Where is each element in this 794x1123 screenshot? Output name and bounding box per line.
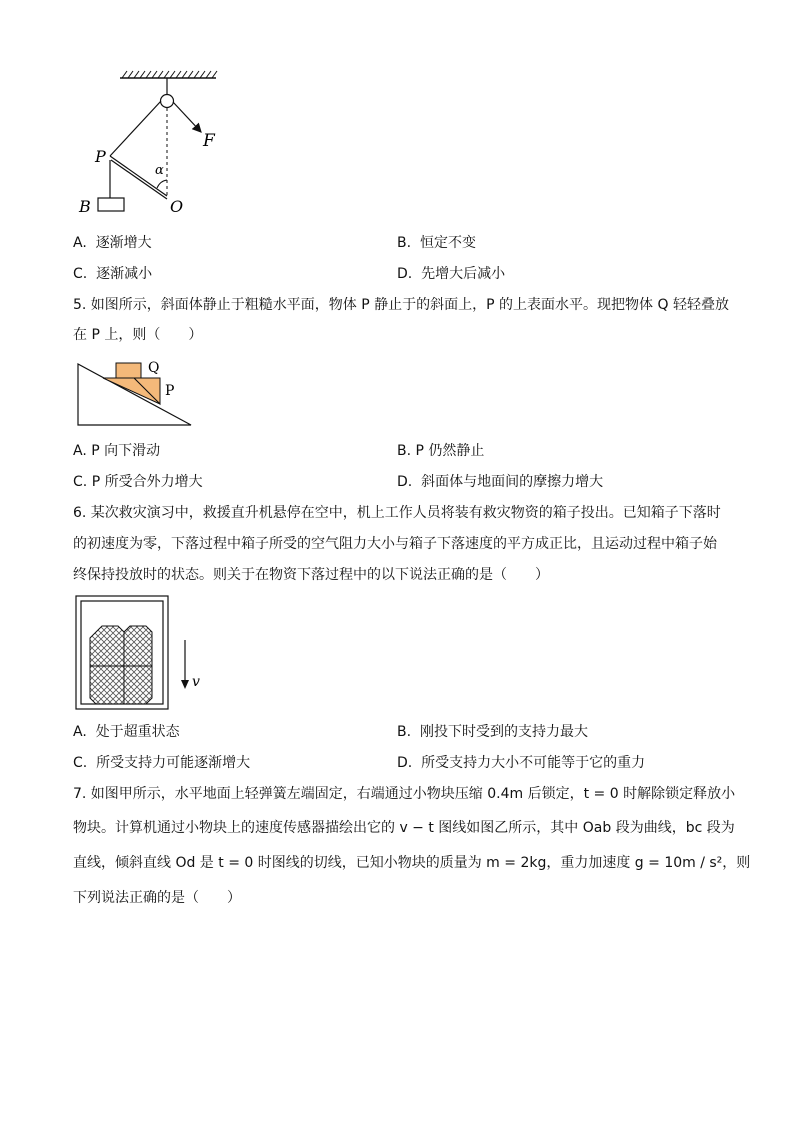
falling-box-figure: [74, 594, 214, 712]
q6-stem-line-3: 终保持投放时的状态。则关于在物资下落过程中的以下说法正确的是（ ）: [73, 567, 549, 583]
label-v: v: [192, 674, 200, 690]
q6-option-b: B. 刚投下时受到的支持力最大: [397, 724, 588, 740]
q5-stem-line-2: 在 P 上，则（ ）: [73, 327, 203, 343]
q4-option-a: A. 逐渐增大: [73, 235, 152, 251]
q4-option-d: D. 先增大后减小: [397, 266, 506, 282]
label-P-block: P: [165, 383, 175, 399]
q6-option-d: D. 所受支持力大小不可能等于它的重力: [397, 755, 646, 771]
q6-stem-line-1: 6. 某次救灾演习中，救援直升机悬停在空中，机上工作人员将装有救灾物资的箱子投出。已知箱子下落时: [73, 505, 721, 521]
label-O: O: [170, 197, 184, 216]
incline-figure: [74, 358, 199, 430]
q6-option-a: A. 处于超重状态: [73, 724, 180, 740]
q7-stem-line-4: 下列说法正确的是（ ）: [73, 890, 241, 906]
q4-option-c: C. 逐渐减小: [73, 266, 153, 282]
q5-option-b: B. P 仍然静止: [397, 443, 485, 459]
q4-option-b: B. 恒定不变: [397, 235, 476, 251]
q7-stem-line-1: 7. 如图甲所示，水平地面上轻弹簧左端固定，右端通过小物块压缩 0.4m 后锁定，t = 0 时解除锁定释放小: [73, 786, 736, 802]
pulley-rod-figure: [70, 68, 230, 218]
q5-option-c: C. P 所受合外力增大: [73, 474, 203, 490]
q7-stem-line-2: 物块。计算机通过小物块上的速度传感器描绘出它的 v − t 图线如图乙所示，其中 Oab 段为曲线，bc 段为: [73, 820, 735, 836]
q5-stem-line-1: 5. 如图所示，斜面体静止于粗糙水平面，物体 P 静止于的斜面上，P 的上表面水平。现把物体 Q 轻轻叠放: [73, 297, 729, 313]
q6-option-c: C. 所受支持力可能逐渐增大: [73, 755, 251, 771]
q7-stem-line-3: 直线，倾斜直线 Od 是 t = 0 时图线的切线，已知小物块的质量为 m = 2kg，重力加速度 g = 10m / s²，则: [73, 855, 751, 871]
q5-option-a: A. P 向下滑动: [73, 443, 161, 459]
q6-stem-line-2: 的初速度为零，下落过程中箱子所受的空气阻力大小与箱子下落速度的平方成正比，且运动过程中箱子始: [73, 536, 717, 552]
label-alpha: α: [155, 163, 164, 178]
label-P: P: [95, 147, 106, 166]
q5-option-d: D. 斜面体与地面间的摩擦力增大: [397, 474, 604, 490]
label-Q: Q: [148, 360, 160, 376]
label-F: F: [203, 131, 215, 151]
label-B: B: [79, 197, 91, 216]
